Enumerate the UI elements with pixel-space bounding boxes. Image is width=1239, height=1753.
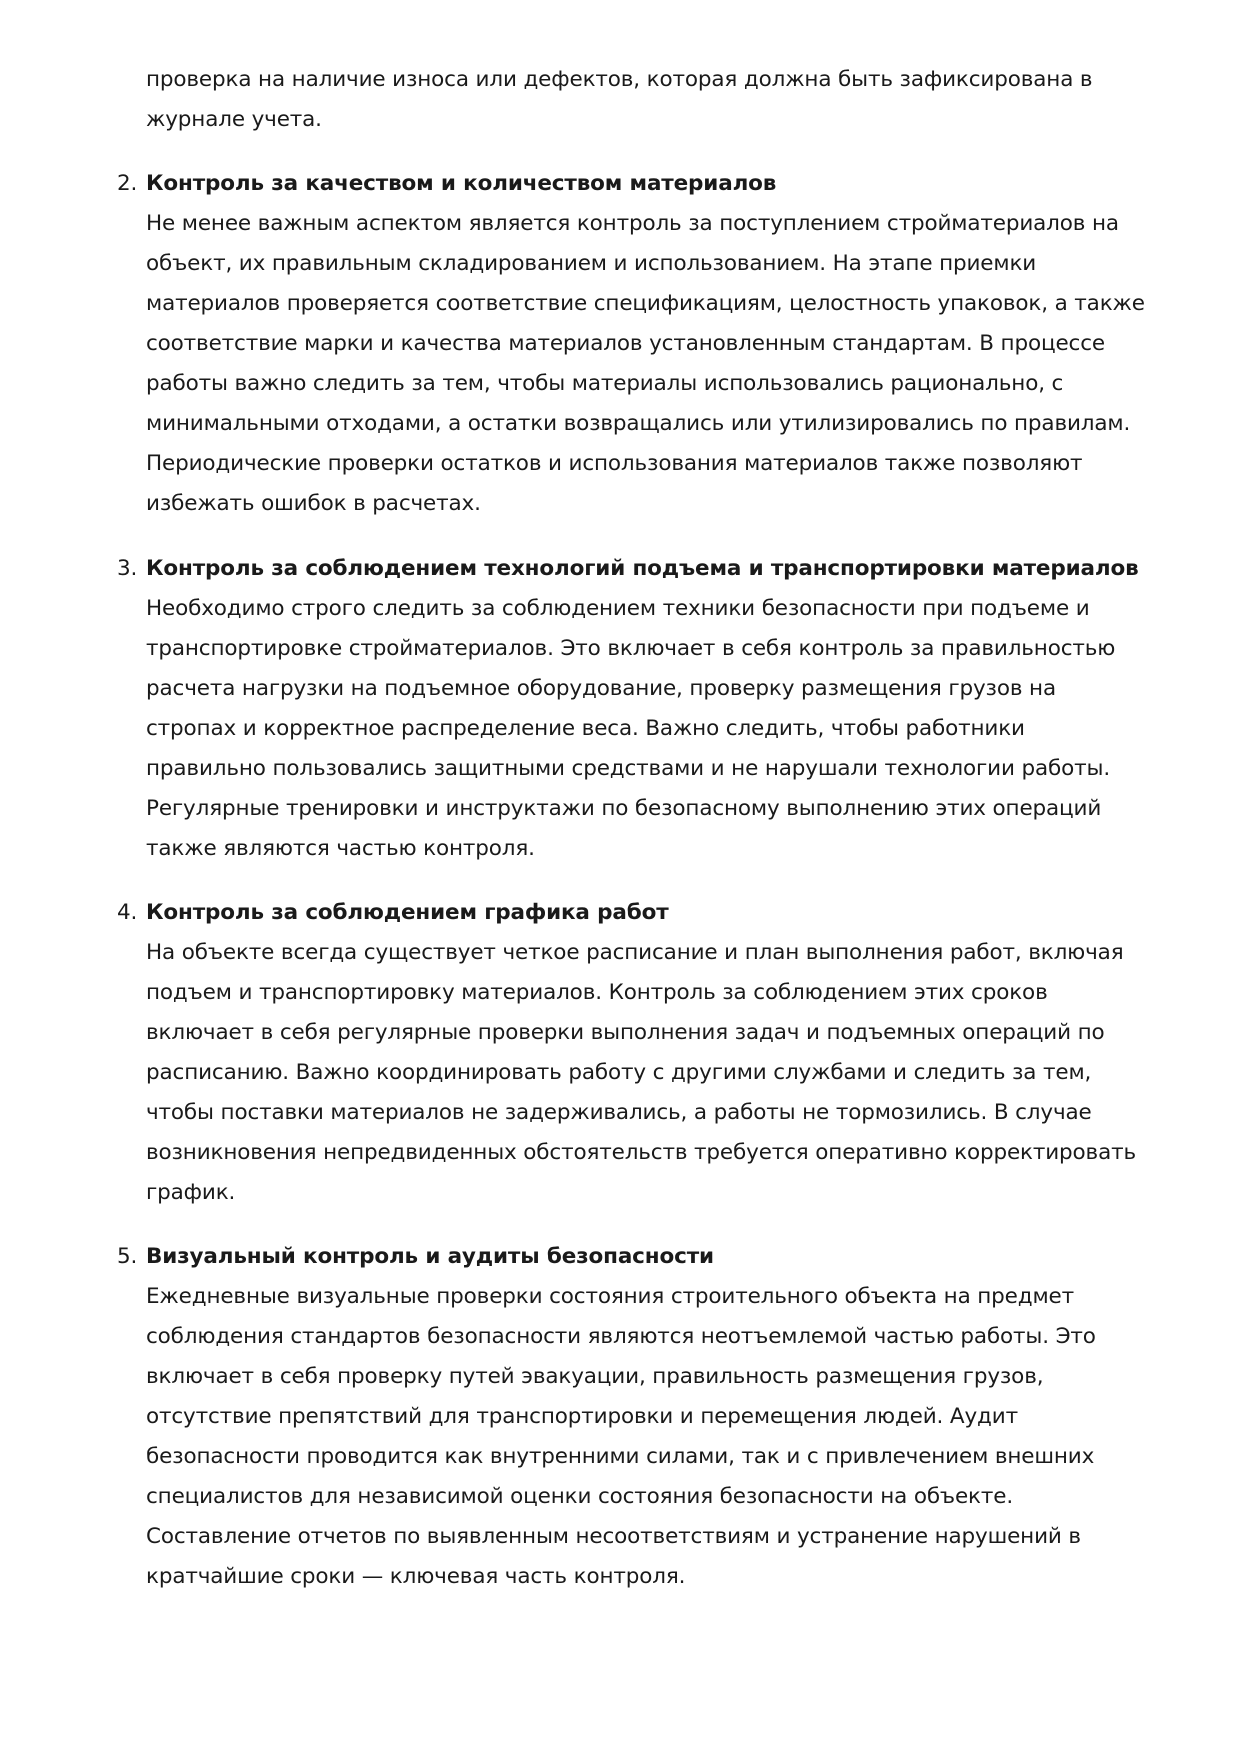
paragraph-line: чтобы поставки материалов не задерживались, а работы не тормозились. В случае bbox=[146, 1100, 1092, 1125]
paragraph-line: Ежедневные визуальные проверки состояния строительного объекта на предмет bbox=[146, 1284, 1074, 1309]
paragraph-line: безопасности проводится как внутренними силами, так и с привлечением внешних bbox=[146, 1444, 1095, 1469]
paragraph-line: проверка на наличие износа или дефектов, которая должна быть зафиксирована в bbox=[146, 67, 1093, 92]
paragraph-line: материалов проверяется соответствие спецификациям, целостность упаковок, а также bbox=[146, 291, 1145, 316]
paragraph-line: соответствие марки и качества материалов установленным стандартам. В процессе bbox=[146, 331, 1105, 356]
continuation-paragraph bbox=[146, 60, 1156, 140]
paragraph-line: специалистов для независимой оценки состояния безопасности на объекте. bbox=[146, 1484, 1014, 1509]
list-item-body bbox=[146, 1277, 1156, 1597]
paragraph-line: Периодические проверки остатков и использования материалов также позволяют bbox=[146, 451, 1083, 476]
paragraph-line: работы важно следить за тем, чтобы материалы использовались рационально, с bbox=[146, 371, 1064, 396]
paragraph-line: возникновения непредвиденных обстоятельств требуется оперативно корректировать bbox=[146, 1140, 1136, 1165]
list-item-header bbox=[117, 164, 1177, 204]
paragraph-line: соблюдения стандартов безопасности являются неотъемлемой частью работы. Это bbox=[146, 1324, 1096, 1349]
list-item-body bbox=[146, 589, 1156, 869]
paragraph-line: Регулярные тренировки и инструктажи по безопасному выполнению этих операций bbox=[146, 796, 1102, 821]
paragraph-line: транспортировке стройматериалов. Это включает в себя контроль за правильностью bbox=[146, 636, 1116, 661]
list-item-number: 2. bbox=[117, 171, 138, 196]
paragraph-line: журнале учета. bbox=[146, 107, 322, 132]
list-item-title: Контроль за соблюдением технологий подъема и транспортировки материалов bbox=[146, 556, 1139, 581]
list-item-title: Визуальный контроль и аудиты безопасности bbox=[146, 1244, 714, 1269]
paragraph-line: На объекте всегда существует четкое расписание и план выполнения работ, включая bbox=[146, 940, 1124, 965]
list-item-number: 3. bbox=[117, 556, 138, 581]
list-item-title: Контроль за соблюдением графика работ bbox=[146, 900, 669, 925]
paragraph-line: график. bbox=[146, 1180, 236, 1205]
list-item-header bbox=[117, 1237, 1177, 1277]
paragraph-line: расчета нагрузки на подъемное оборудование, проверку размещения грузов на bbox=[146, 676, 1056, 701]
list-item-schedule-control bbox=[117, 893, 1177, 1213]
paragraph-line: подъем и транспортировку материалов. Контроль за соблюдением этих сроков bbox=[146, 980, 1048, 1005]
list-item-body bbox=[146, 204, 1156, 524]
paragraph-line: отсутствие препятствий для транспортировки и перемещения людей. Аудит bbox=[146, 1404, 1018, 1429]
paragraph-line: расписанию. Важно координировать работу с другими службами и следить за тем, bbox=[146, 1060, 1092, 1085]
list-item-header bbox=[117, 893, 1177, 933]
paragraph-line: Необходимо строго следить за соблюдением техники безопасности при подъеме и bbox=[146, 596, 1090, 621]
paragraph-line: минимальными отходами, а остатки возвращались или утилизировались по правилам. bbox=[146, 411, 1131, 436]
paragraph-line: Не менее важным аспектом является контроль за поступлением стройматериалов на bbox=[146, 211, 1119, 236]
list-item-safety-audit bbox=[117, 1237, 1177, 1597]
paragraph-line: Составление отчетов по выявленным несоответствиям и устранение нарушений в bbox=[146, 1524, 1081, 1549]
paragraph-line: также являются частью контроля. bbox=[146, 836, 535, 861]
list-item-header bbox=[117, 549, 1177, 589]
paragraph-line: стропах и корректное распределение веса. Важно следить, чтобы работники bbox=[146, 716, 1025, 741]
list-item-title: Контроль за качеством и количеством материалов bbox=[146, 171, 777, 196]
paragraph-line: включает в себя проверку путей эвакуации, правильность размещения грузов, bbox=[146, 1364, 1044, 1389]
list-item-number: 4. bbox=[117, 900, 138, 925]
paragraph-line: объект, их правильным складированием и использованием. На этапе приемки bbox=[146, 251, 1037, 276]
list-item-material-control bbox=[117, 164, 1177, 524]
paragraph-line: избежать ошибок в расчетах. bbox=[146, 491, 481, 516]
paragraph-line: кратчайшие сроки — ключевая часть контроля. bbox=[146, 1564, 686, 1589]
list-item-number: 5. bbox=[117, 1244, 138, 1269]
paragraph-line: правильно пользовались защитными средствами и не нарушали технологии работы. bbox=[146, 756, 1111, 781]
list-item-lifting-control bbox=[117, 549, 1177, 869]
list-item-body bbox=[146, 933, 1156, 1213]
paragraph-line: включает в себя регулярные проверки выполнения задач и подъемных операций по bbox=[146, 1020, 1105, 1045]
